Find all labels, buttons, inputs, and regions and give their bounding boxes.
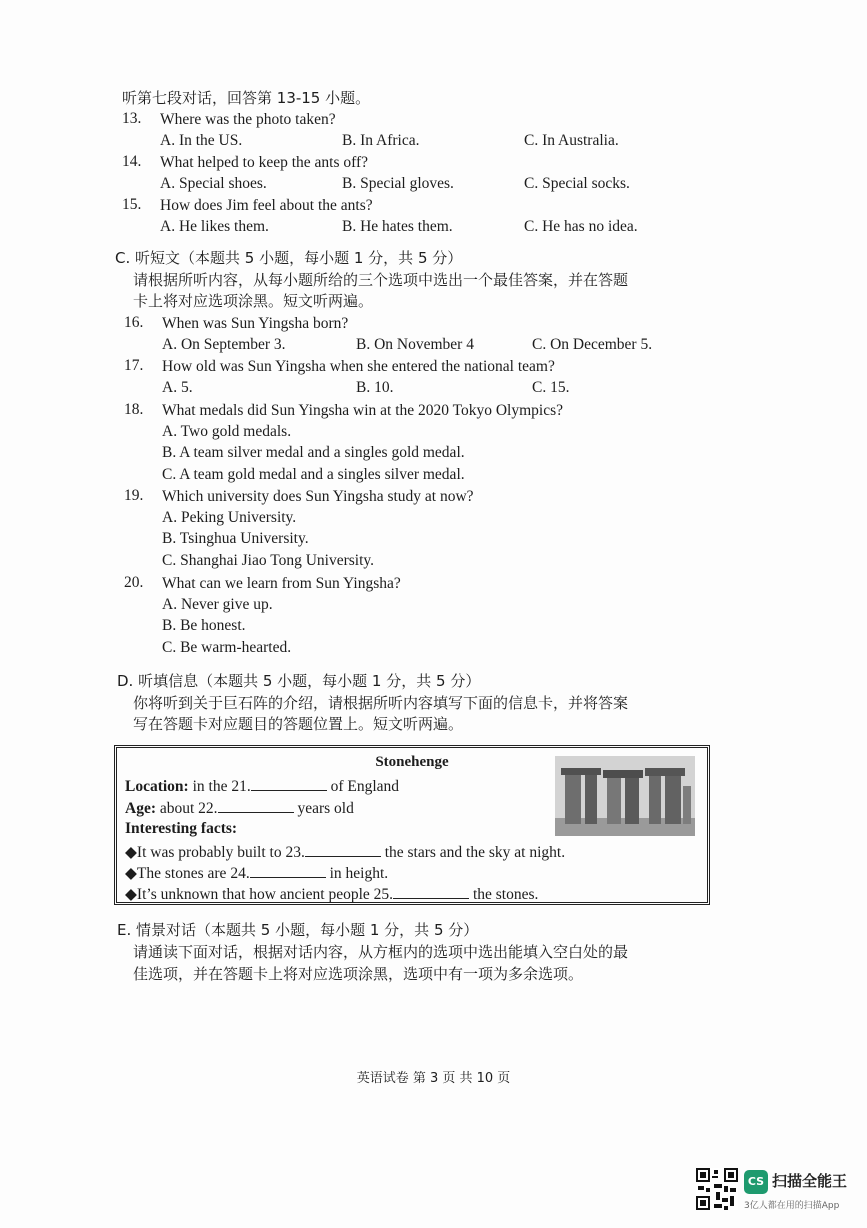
location-prefix: in the 21. xyxy=(192,778,251,795)
question-text: What helped to keep the ants off? xyxy=(160,154,369,171)
question-number: 16. xyxy=(124,314,144,331)
qr-code-icon xyxy=(696,1168,738,1210)
section-d-instruction-2: 写在答题卡对应题目的答题位置上。短文听两遍。 xyxy=(133,715,464,733)
question-text: Where was the photo taken? xyxy=(160,111,336,128)
question-text: How old was Sun Yingsha when she entered the national team? xyxy=(162,358,555,375)
answer-option[interactable]: B. He hates them. xyxy=(342,217,453,235)
card-title: Stonehenge xyxy=(375,754,449,770)
fact1-prefix: ◆It was probably built to 23. xyxy=(125,844,305,861)
section-c-instruction-2: 卡上将对应选项涂黑。短文听两遍。 xyxy=(133,292,374,310)
answer-option[interactable]: A. Two gold medals. xyxy=(162,422,292,440)
section-b-intro: 听第七段对话，回答第 13-15 小题。 xyxy=(122,89,371,107)
section-d-heading: D. 听填信息（本题共 5 小题，每小题 1 分，共 5 分） xyxy=(117,672,481,690)
answer-option[interactable]: C. He has no idea. xyxy=(524,217,638,235)
answer-option[interactable]: C. A team gold medal and a singles silver medal. xyxy=(162,465,465,483)
fact2-suffix: in height. xyxy=(329,865,389,882)
fact3-prefix: ◆It’s unknown that how ancient people 25. xyxy=(125,886,394,903)
question-number: 15. xyxy=(122,196,142,213)
blank-21[interactable] xyxy=(251,776,327,791)
question-text: When was Sun Yingsha born? xyxy=(162,315,349,332)
blank-23[interactable] xyxy=(305,842,381,857)
page-footer: 英语试卷 第 3 页 共 10 页 xyxy=(356,1071,511,1086)
answer-option[interactable]: A. 5. xyxy=(162,378,193,396)
section-e-instruction-2: 佳选项，并在答题卡上将对应选项涂黑，选项中有一项为多余选项。 xyxy=(133,965,584,983)
age-row xyxy=(125,798,354,818)
section-d-instruction-1: 你将听到关于巨石阵的介绍，请根据所听内容填写下面的信息卡，并将答案 xyxy=(133,694,629,712)
stonehenge-info-card xyxy=(114,745,710,905)
blank-25[interactable] xyxy=(393,884,469,899)
facts-label-row xyxy=(125,820,237,838)
fact3-suffix: the stones. xyxy=(472,886,539,903)
question-number: 18. xyxy=(124,401,144,418)
answer-option[interactable]: C. On December 5. xyxy=(532,335,653,353)
answer-option[interactable]: C. Shanghai Jiao Tong University. xyxy=(162,551,375,569)
question-number: 13. xyxy=(122,110,142,127)
answer-option[interactable]: C. Be warm-hearted. xyxy=(162,638,292,656)
answer-option[interactable]: A. Never give up. xyxy=(162,595,273,613)
section-c-instruction-1: 请根据所听内容，从每小题所给的三个选项中选出一个最佳答案，并在答题 xyxy=(133,271,629,289)
question-text: What can we learn from Sun Yingsha? xyxy=(162,575,401,592)
answer-option[interactable]: C. 15. xyxy=(532,378,570,396)
answer-option[interactable]: B. A team silver medal and a singles gold medal. xyxy=(162,444,465,461)
fact-row-2 xyxy=(125,863,388,883)
answer-option[interactable]: A. In the US. xyxy=(160,131,243,149)
fact-row-3 xyxy=(125,884,538,904)
section-e-instruction-1: 请通读下面对话，根据对话内容，从方框内的选项中选出能填入空白处的最 xyxy=(133,943,629,961)
scanner-logo-icon: CS xyxy=(744,1170,768,1194)
answer-option[interactable]: B. On November 4 xyxy=(356,335,474,353)
fact1-suffix: the stars and the sky at night. xyxy=(384,844,566,861)
question-number: 14. xyxy=(122,153,142,170)
scanner-app-name: 扫描全能王 xyxy=(772,1172,848,1190)
stonehenge-photo xyxy=(555,756,695,836)
answer-option[interactable]: A. On September 3. xyxy=(162,335,286,353)
age-prefix: about 22. xyxy=(159,800,218,817)
answer-option[interactable]: B. In Africa. xyxy=(342,131,420,149)
question-number: 19. xyxy=(124,487,144,504)
answer-option[interactable]: C. In Australia. xyxy=(524,131,619,149)
answer-option[interactable]: B. Special gloves. xyxy=(342,174,454,192)
facts-label: Interesting facts: xyxy=(125,820,238,837)
answer-option[interactable]: A. Special shoes. xyxy=(160,174,267,192)
question-number: 20. xyxy=(124,574,144,591)
location-row xyxy=(125,776,399,796)
answer-option[interactable]: C. Special socks. xyxy=(524,174,630,192)
age-suffix: years old xyxy=(297,800,354,817)
answer-option[interactable]: B. 10. xyxy=(356,378,394,396)
section-c-heading: C. 听短文（本题共 5 小题，每小题 1 分，共 5 分） xyxy=(115,249,463,267)
question-text: What medals did Sun Yingsha win at the 2020 Tokyo Olympics? xyxy=(162,402,564,419)
fact-row-1 xyxy=(125,842,565,862)
location-suffix: of England xyxy=(330,778,400,795)
section-e-heading: E. 情景对话（本题共 5 小题，每小题 1 分，共 5 分） xyxy=(117,921,479,939)
question-text: Which university does Sun Yingsha study at now? xyxy=(162,488,474,505)
stonehenge-illustration xyxy=(555,756,695,836)
location-label: Location: xyxy=(125,778,189,795)
question-text: How does Jim feel about the ants? xyxy=(160,197,373,214)
scanner-app-slogan: 3亿人都在用的扫描App xyxy=(744,1201,840,1211)
blank-24[interactable] xyxy=(250,863,326,878)
answer-option[interactable]: A. Peking University. xyxy=(162,508,297,526)
age-label: Age: xyxy=(125,800,156,817)
answer-option[interactable]: A. He likes them. xyxy=(160,217,269,235)
blank-22[interactable] xyxy=(218,798,294,813)
answer-option[interactable]: B. Be honest. xyxy=(162,617,246,634)
question-number: 17. xyxy=(124,357,144,374)
fact2-prefix: ◆The stones are 24. xyxy=(125,865,250,882)
answer-option[interactable]: B. Tsinghua University. xyxy=(162,530,309,547)
